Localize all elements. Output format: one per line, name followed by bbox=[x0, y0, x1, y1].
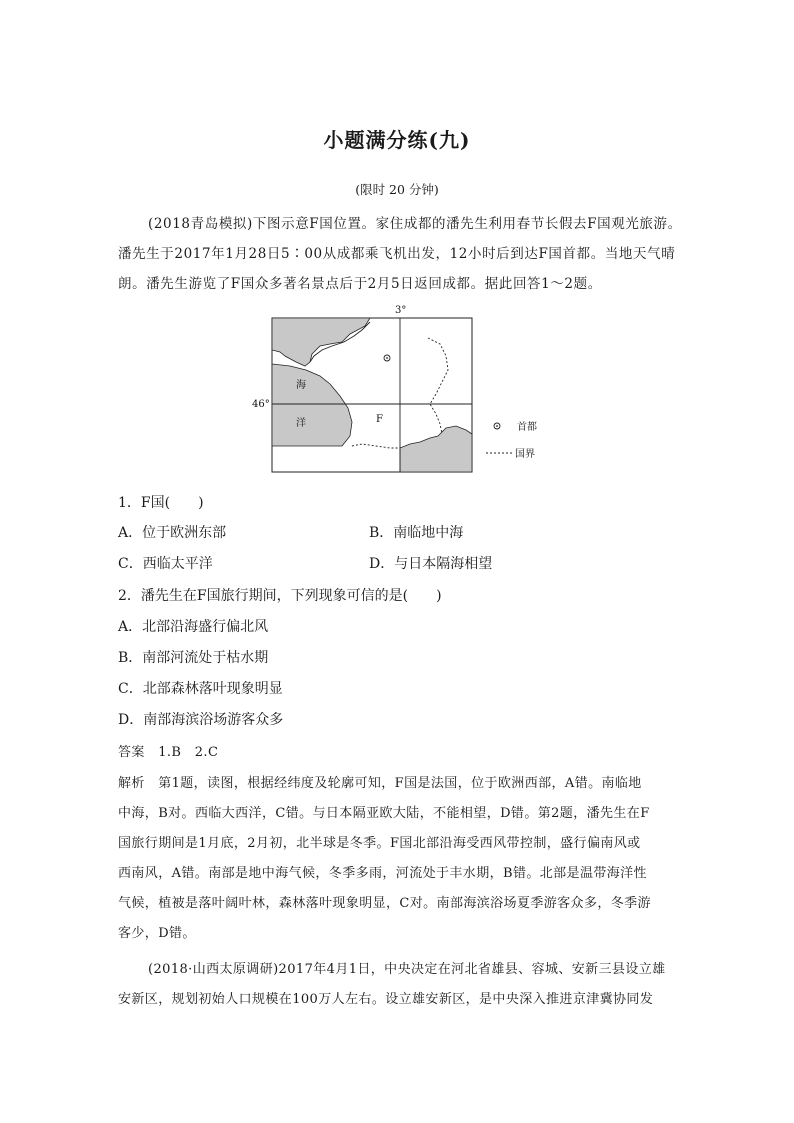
country-label: F bbox=[376, 414, 383, 425]
q1-stem: 1．F国( ) bbox=[118, 495, 204, 511]
q2-option-a[interactable]: A．北部沿海盛行偏北风 bbox=[118, 619, 269, 635]
q1-option-c[interactable]: C．西临太平洋 bbox=[118, 556, 213, 572]
next-intro-line-2: 安新区，规划初始人口规模在100万人左右。设立雄安新区，是中央深入推进京津冀协同发 bbox=[118, 992, 654, 1007]
lat-label: 46° bbox=[252, 399, 270, 410]
analysis-line-5: 气候，植被是落叶阔叶林，森林落叶现象明显，C对。南部海滨浴场夏季游客众多，冬季游 bbox=[118, 896, 651, 911]
q2-option-b[interactable]: B．南部河流处于枯水期 bbox=[118, 650, 269, 666]
analysis-line-6: 客少，D错。 bbox=[118, 926, 196, 941]
page-title: 小题满分练(九) bbox=[323, 128, 471, 152]
q1-option-b[interactable]: B．南临地中海 bbox=[369, 525, 464, 541]
legend-border: 国界 bbox=[515, 449, 535, 460]
sea-label-2: 洋 bbox=[296, 418, 306, 429]
q1-option-a[interactable]: A．位于欧洲东部 bbox=[118, 525, 227, 541]
q2-stem: 2．潘先生在F国旅行期间，下列现象可信的是( ) bbox=[118, 588, 442, 604]
intro-line-1: (2018青岛模拟)下图示意F国位置。家住成都的潘先生利用春节长假去F国观光旅游。 bbox=[148, 216, 682, 232]
analysis-line-1: 解析 第1题，读图，根据经纬度及轮廓可知，F国是法国，位于欧洲西部，A错。南临地 bbox=[118, 776, 642, 791]
answer-line: 答案 1.B 2.C bbox=[118, 745, 219, 760]
analysis-line-3: 国旅行期间是1月底，2月初，北半球是冬季。F国北部沿海受西风带控制，盛行偏南风或 bbox=[118, 836, 641, 851]
q1-option-d[interactable]: D．与日本隔海相望 bbox=[369, 556, 493, 572]
analysis-line-2: 中海，B对。西临大西洋，C错。与日本隔亚欧大陆，不能相望，D错。第2题，潘先生在F bbox=[118, 806, 650, 821]
legend-capital: 首都 bbox=[517, 422, 537, 433]
analysis-line-4: 西南风，A错。南部是地中海气候，冬季多雨，河流处于丰水期，B错。北部是温带海洋性 bbox=[118, 866, 647, 881]
q2-option-c[interactable]: C．北部森林落叶现象明显 bbox=[118, 681, 283, 697]
q2-option-d[interactable]: D．南部海滨浴场游客众多 bbox=[118, 712, 284, 728]
lon-label: 3° bbox=[395, 305, 407, 316]
sea-label-1: 海 bbox=[296, 380, 306, 391]
intro-line-3: 朗。潘先生游览了F国众多著名景点后于2月5日返回成都。据此回答1～2题。 bbox=[118, 276, 602, 292]
next-intro-line-1: (2018·山西太原调研)2017年4月1日，中央决定在河北省雄县、容城、安新三县设立雄 bbox=[148, 962, 666, 977]
time-limit: (限时 20 分钟) bbox=[355, 182, 439, 197]
france-location-map bbox=[250, 304, 550, 476]
intro-line-2: 潘先生于2017年1月28日5∶00从成都乘飞机出发，12小时后到达F国首都。当地天气晴 bbox=[118, 246, 676, 262]
